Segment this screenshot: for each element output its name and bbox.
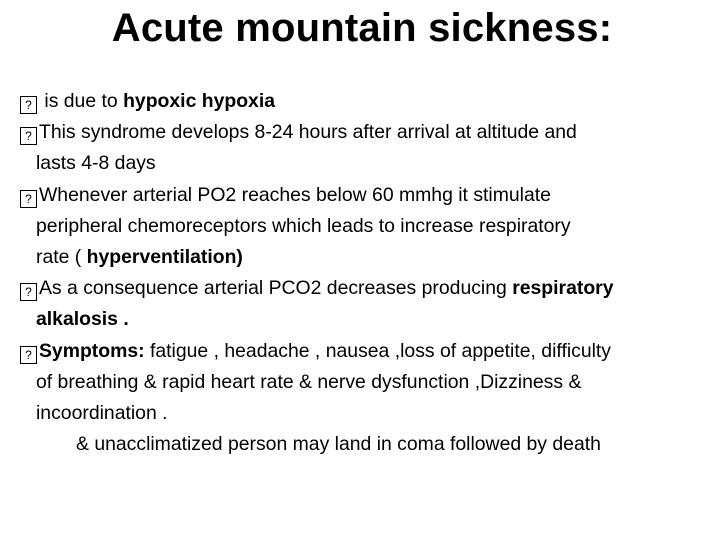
bullet-point-onset-cont: lasts 4-8 days	[36, 152, 156, 175]
bullet-box-icon	[20, 283, 37, 301]
bullet-point-cause: ? is due to hypoxic hypoxia	[20, 86, 710, 117]
bullet-box-icon	[20, 96, 37, 114]
slide-body	[20, 86, 710, 460]
bullet-point-chemoreceptors-cont2: rate ( hyperventilation)	[36, 246, 243, 269]
bullet-point-symptoms: ?Symptoms: fatigue , headache , nausea ,loss of appetite, difficulty	[20, 336, 710, 367]
bullet-point-chemoreceptors-cont: peripheral chemoreceptors which leads to increase respiratory	[36, 214, 571, 237]
bullet-box-icon	[20, 127, 37, 145]
bullet-point-symptoms-cont: of breathing & rapid heart rate & nerve dysfunction ,Dizziness &	[36, 370, 582, 393]
bullet-box-icon	[20, 346, 37, 364]
bullet-box-icon	[20, 190, 37, 208]
slide-title: Acute mountain sickness:	[111, 6, 613, 50]
bullet-point-consequence-cont: alkalosis .	[36, 308, 129, 331]
bullet-point-consequence: ?As a consequence arterial PCO2 decreases producing respiratory	[20, 273, 710, 304]
bullet-point-symptoms-cont2: incoordination .	[36, 402, 168, 425]
bullet-point-chemoreceptors: ?Whenever arterial PO2 reaches below 60 mmhg it stimulate	[20, 180, 710, 211]
bullet-point-onset: ?This syndrome develops 8-24 hours after arrival at altitude and	[20, 117, 710, 148]
closing-note: & unacclimatized person may land in coma followed by death	[76, 433, 601, 456]
